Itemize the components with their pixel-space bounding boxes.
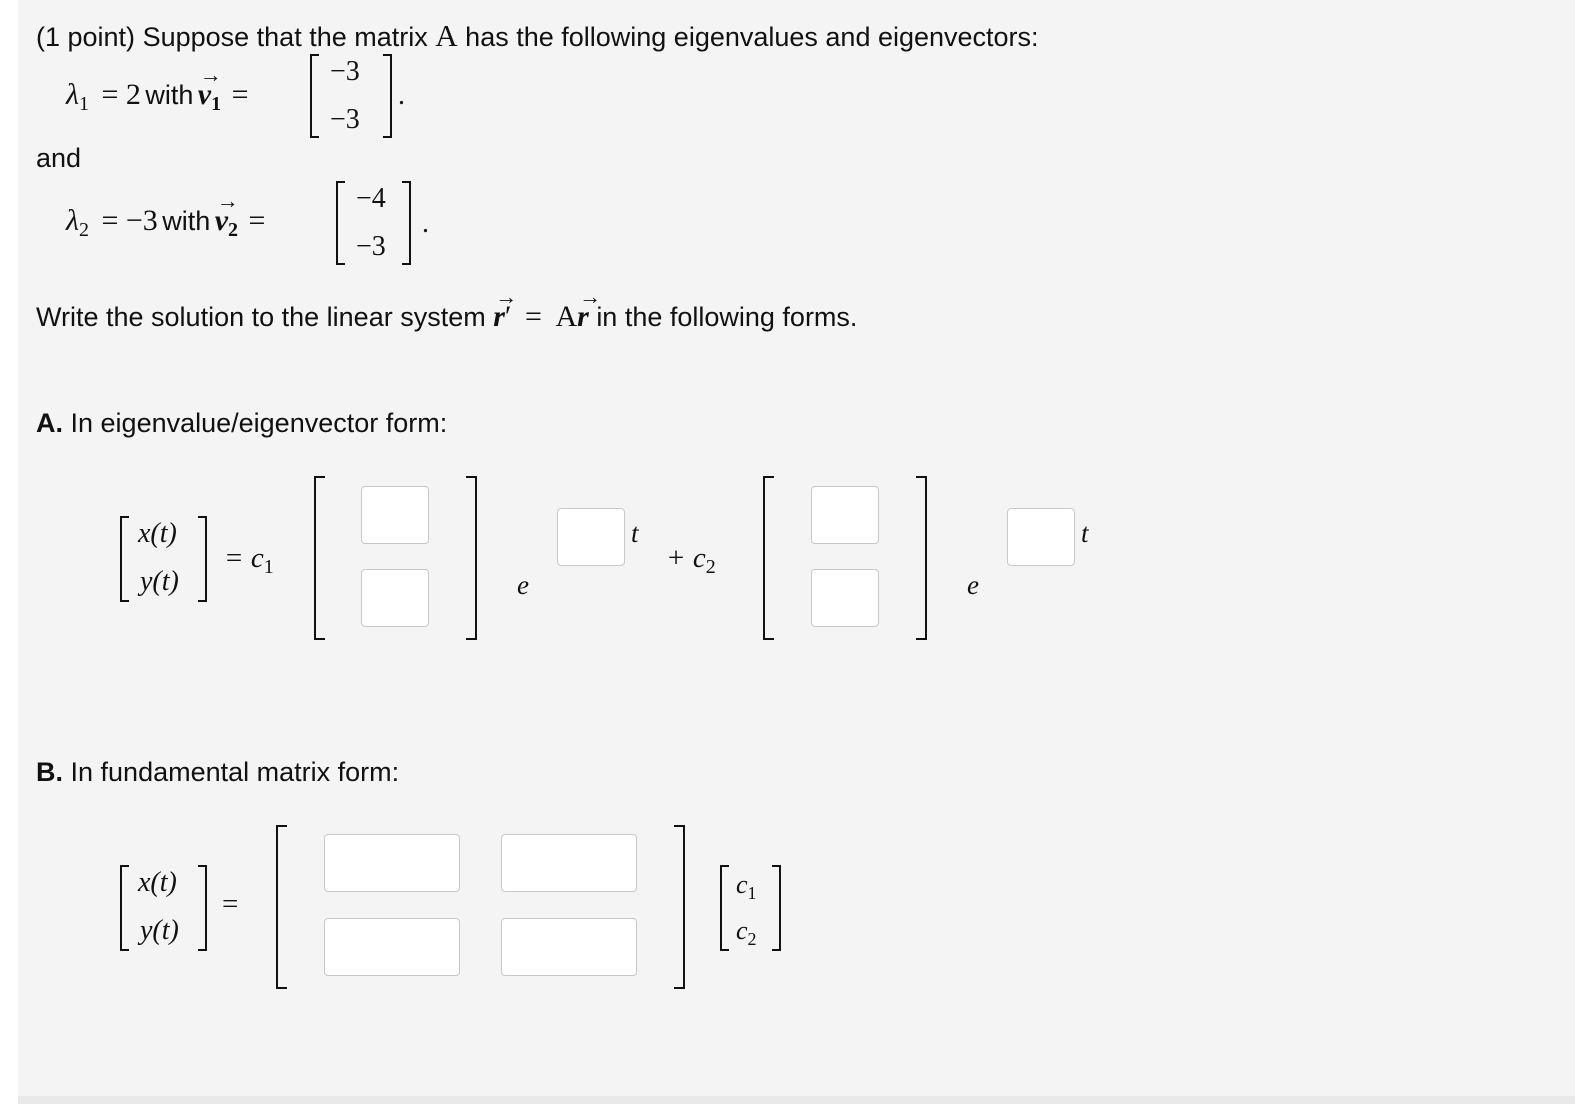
equals-sign: = <box>231 78 249 111</box>
xy-bracket-left <box>120 516 129 602</box>
v2-entry-bottom: −3 <box>356 231 386 262</box>
eigenvalue-1: = 2 <box>101 78 141 111</box>
exponent1-input[interactable] <box>557 508 625 566</box>
v2-entry-top: −4 <box>356 183 386 214</box>
matrix-symbol: A <box>435 18 458 53</box>
vector-index: 2 <box>228 219 239 241</box>
b-xy-bracket-right <box>198 865 207 951</box>
v2-bracket-right <box>402 181 411 265</box>
part-b-header <box>36 759 399 786</box>
matrix-r2c1-input[interactable] <box>324 918 460 976</box>
points-label: (1 point) <box>36 22 136 52</box>
t-variable-2: t <box>1081 518 1089 548</box>
equals-sign: = <box>525 300 542 333</box>
part-a-header <box>36 410 447 437</box>
vector2-top-input[interactable] <box>811 486 879 544</box>
xy-bracket-right <box>198 516 207 602</box>
c1-index: 1 <box>747 883 757 903</box>
matrix-symbol: A <box>555 300 578 333</box>
c-letter: c <box>736 870 748 899</box>
v2-period: . <box>422 208 429 239</box>
part-b-label: B. <box>36 757 63 787</box>
v1-period: . <box>398 80 405 111</box>
vector-v1: → v <box>198 80 211 110</box>
eigenpair-1 <box>66 78 249 115</box>
matrix-bracket-right <box>674 825 685 989</box>
c-bracket-left <box>720 865 729 951</box>
a-vec2-bracket-left <box>763 476 774 640</box>
a-vec1-bracket-right <box>466 476 477 640</box>
c2-entry <box>736 916 757 949</box>
y-of-t: y(t) <box>140 566 179 597</box>
v1-bracket-right <box>383 54 392 138</box>
and-text: and <box>36 143 82 173</box>
matrix-bracket-left <box>276 825 287 989</box>
eigenvalue-2: = −3 <box>101 204 158 237</box>
panel-bottom-edge <box>18 1096 1575 1104</box>
x-of-t: x(t) <box>138 867 177 898</box>
b-xy-bracket-left <box>120 865 129 951</box>
t-variable-1: t <box>631 518 639 548</box>
instruction-line <box>36 302 857 332</box>
equals-c-text: = c <box>224 542 264 574</box>
a-vec1-bracket-left <box>314 476 325 640</box>
v1-entry-bottom: −3 <box>330 104 360 135</box>
lambda-symbol: λ <box>66 78 79 111</box>
v1-entry-top: −3 <box>330 56 360 87</box>
lambda-index: 1 <box>79 93 89 115</box>
intro-text-2: has the following eigenvalues and eigenvectors: <box>465 22 1039 52</box>
intro-line <box>36 20 1039 51</box>
instruction-text-2: in the following forms. <box>596 302 858 332</box>
vector2-bottom-input[interactable] <box>811 569 879 627</box>
c-letter: c <box>736 916 748 945</box>
vector-index: 1 <box>211 93 222 115</box>
prime-mark: ′ <box>504 300 512 333</box>
c1-entry <box>736 870 757 903</box>
vector1-top-input[interactable] <box>361 486 429 544</box>
matrix-r2c2-input[interactable] <box>501 918 637 976</box>
v2-bracket-left <box>336 181 345 265</box>
with-text: with <box>162 206 211 236</box>
matrix-r1c2-input[interactable] <box>501 834 637 892</box>
v1-bracket-left <box>310 54 319 138</box>
equals-sign: = <box>248 204 266 237</box>
e-base-2: e <box>967 570 979 600</box>
intro-text-1: Suppose that the matrix <box>142 22 428 52</box>
instruction-text-1: Write the solution to the linear system <box>36 302 486 332</box>
a-vec2-bracket-right <box>916 476 927 640</box>
exponent2-input[interactable] <box>1007 508 1075 566</box>
vector1-bottom-input[interactable] <box>361 569 429 627</box>
b-equals-sign: = <box>222 888 239 920</box>
vector-v2: → v <box>215 206 228 236</box>
vector-r: → r <box>577 302 589 332</box>
part-a-title: In eigenvalue/eigenvector form: <box>70 408 448 438</box>
y-of-t: y(t) <box>140 915 179 946</box>
equals-c1 <box>224 542 274 578</box>
plus-c2 <box>666 542 716 578</box>
part-b-title: In fundamental matrix form: <box>70 757 400 787</box>
matrix-r1c1-input[interactable] <box>324 834 460 892</box>
c1-index: 1 <box>263 556 274 578</box>
with-text: with <box>145 80 194 110</box>
e-base-1: e <box>517 570 529 600</box>
vector-r: → r <box>493 302 505 332</box>
c2-index: 2 <box>747 929 757 949</box>
c2-index: 2 <box>705 556 716 578</box>
lambda-index: 2 <box>79 219 89 241</box>
eigenpair-2 <box>66 204 266 241</box>
plus-c-text: + c <box>666 542 706 574</box>
lambda-symbol: λ <box>66 204 79 237</box>
part-a-label: A. <box>36 408 63 438</box>
x-of-t: x(t) <box>138 518 177 549</box>
c-bracket-right <box>772 865 781 951</box>
